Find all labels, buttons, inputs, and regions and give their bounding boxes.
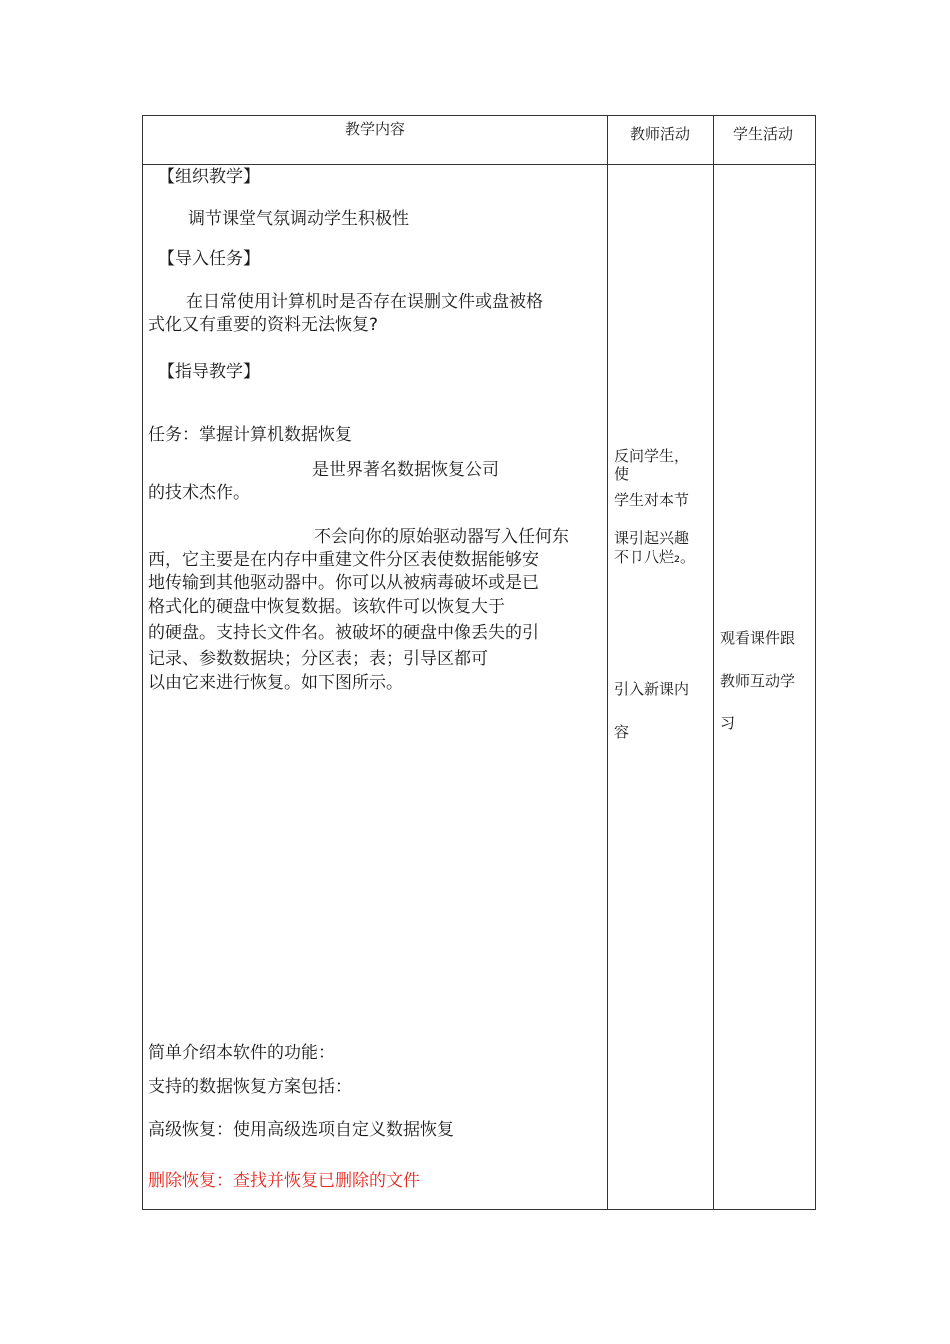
teacher-line3: 学生对本节 xyxy=(614,491,690,509)
company-line2: 的技术杰作。 xyxy=(148,483,250,503)
advanced-recovery-text: 高级恢复：使用高级选项自定义数据恢复 xyxy=(148,1120,454,1140)
description-line1: 不会向你的原始驱动器写入任何东 xyxy=(314,527,569,547)
section-import-line1: 在日常使用计算机时是否存在误删文件或盘被格 xyxy=(186,292,543,312)
company-line1: 是世界著名数据恢复公司 xyxy=(312,460,499,480)
section-organize-text: 调节课堂气氛调动学生积极性 xyxy=(188,209,409,229)
section-import-line2: 式化又有重要的资料无法恢复? xyxy=(148,315,379,335)
teacher-line2: 使 xyxy=(614,465,630,483)
teacher-line7: 容 xyxy=(614,723,630,741)
column-divider-1 xyxy=(607,116,608,1209)
column-divider-2 xyxy=(713,116,714,1209)
header-divider xyxy=(143,164,815,165)
description-line3: 地传输到其他驱动器中。你可以从被病毒破坏或是已 xyxy=(148,573,539,593)
section-organize-title: 【组织教学】 xyxy=(158,167,260,187)
header-student-activity: 学生活动 xyxy=(733,125,794,143)
description-line6: 记录、参数数据块；分区表；表；引导区都可 xyxy=(148,649,488,669)
description-line5: 的硬盘。支持长文件名。被破坏的硬盘中像丢失的引 xyxy=(148,623,539,643)
section-guide-title: 【指导教学】 xyxy=(158,362,260,382)
student-line2: 教师互动学 xyxy=(720,672,796,690)
teacher-line5: 不卩八烂₂。 xyxy=(614,548,696,566)
header-teaching-content: 教学内容 xyxy=(345,120,406,138)
task-text: 任务：掌握计算机数据恢复 xyxy=(148,425,352,445)
teacher-line1: 反问学生， xyxy=(614,447,690,465)
teacher-line6: 引入新课内 xyxy=(614,680,690,698)
description-line7: 以由它来进行恢复。如下图所示。 xyxy=(148,673,403,693)
header-teacher-activity: 教师活动 xyxy=(630,125,691,143)
teacher-line4: 课引起兴趣 xyxy=(614,529,690,547)
student-line1: 观看课件跟 xyxy=(720,629,796,647)
student-line3: 习 xyxy=(720,714,736,732)
deleted-recovery-text: 删除恢复：查找并恢复已删除的文件 xyxy=(148,1171,420,1191)
intro-text: 简单介绍本软件的功能： xyxy=(148,1043,335,1063)
section-import-title: 【导入任务】 xyxy=(158,249,260,269)
description-line2: 西，它主要是在内存中重建文件分区表使数据能够安 xyxy=(148,550,539,570)
support-text: 支持的数据恢复方案包括： xyxy=(148,1077,352,1097)
description-line4: 格式化的硬盘中恢复数据。该软件可以恢复大于 xyxy=(148,597,505,617)
